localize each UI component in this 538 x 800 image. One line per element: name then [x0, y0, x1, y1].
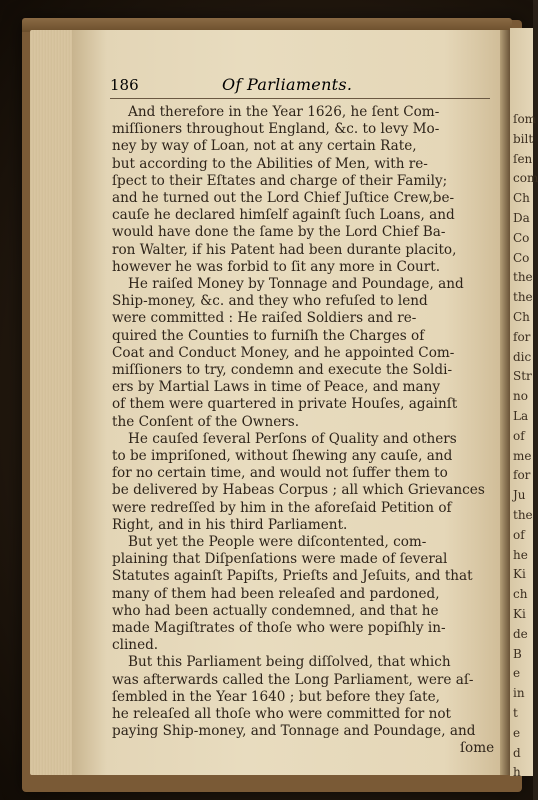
body-line: and he turned out the Lord Chief Juſtice Crew,be-	[112, 190, 455, 206]
facing-page-fragment: t	[513, 706, 518, 720]
body-line: Coat and Conduct Money, and he appointed Com-	[112, 344, 455, 361]
facing-page-fragment: Ch	[513, 191, 530, 206]
body-line: Ship-money, &c. and they who refuſed to lend	[112, 293, 428, 310]
page-edges-stack	[30, 30, 74, 775]
body-line: but according to the Abilities of Men, with re-	[112, 155, 428, 172]
body-line: the Conſent of the Owners.	[112, 413, 300, 430]
facing-page-fragment: no	[513, 389, 528, 404]
body-line: miſſioners to try, condemn and execute the Soldi-	[112, 362, 453, 378]
facing-page-fragment: Ki	[513, 607, 526, 621]
body-line: ers by Martial Laws in time of Peace, and many	[112, 379, 441, 396]
body-line: And therefore in the Year 1626, he ſent Com-	[128, 104, 440, 120]
facing-page-fragment: d	[513, 745, 521, 760]
body-line: however he was forbid to ſit any more in Court.	[112, 258, 441, 275]
body-line: ron Walter, if his Patent had been durante placito,	[112, 241, 457, 258]
body-line: But this Parliament being diſſolved, that which	[128, 654, 451, 671]
facing-page-fragment: of	[513, 527, 525, 542]
facing-page-fragment: B	[513, 646, 522, 661]
facing-page-fragment: in	[513, 686, 525, 701]
body-line: ney by way of Loan, not at any certain Rate,	[112, 138, 417, 155]
body-line: were redreſſed by him in the aforeſaid Petition of	[112, 499, 452, 516]
body-line: ſembled in the Year 1640 ; but before they ſate,	[112, 688, 440, 705]
facing-page-fragment: the	[513, 508, 533, 522]
body-line: was afterwards called the Long Parliament, were aſ-	[112, 671, 474, 688]
body-line: made Magiſtrates of thoſe who were popiſhly in-	[112, 620, 446, 636]
facing-page-fragment: me	[513, 448, 532, 463]
body-line: be delivered by Habeas Corpus ; all which Grievances	[112, 482, 485, 499]
facing-page-fragment: h	[513, 765, 521, 780]
facing-page-fragment: Str	[513, 369, 532, 384]
body-line: But yet the People were diſcontented, com-	[128, 534, 427, 550]
body-line: paying Ship-money, and Tonnage and Poundage, and	[112, 723, 476, 740]
body-line: for no certain time, and would not ſuffer them to	[112, 465, 448, 482]
facing-page-fragment: for	[513, 468, 531, 483]
facing-page-fragment: Ch	[513, 310, 530, 324]
body-line: He raiſed Money by Tonnage and Poundage, and	[128, 276, 464, 292]
body-line: he releaſed all thoſe who were committed for not	[112, 706, 451, 722]
body-line: He cauſed ſeveral Perſons of Quality and others	[128, 430, 457, 447]
facing-page-fragment: bilt	[513, 131, 534, 146]
body-line: plaining that Diſpenſations were made of ſeveral	[112, 551, 448, 568]
facing-page-fragment: the	[513, 270, 533, 285]
body-line: of them were quartered in private Houſes, againſt	[112, 396, 458, 413]
body-line: many of them had been releaſed and pardoned,	[112, 585, 440, 602]
facing-page-fragment: dic	[513, 349, 532, 364]
facing-page-fragment: e	[513, 725, 521, 740]
body-line: ſome	[460, 740, 495, 757]
facing-page-fragment: ſom	[513, 112, 537, 126]
facing-page-fragment: the	[513, 290, 533, 305]
facing-page-fragment: e	[513, 666, 521, 681]
facing-page-fragment: Co	[513, 250, 530, 265]
body-line: clined.	[112, 637, 159, 654]
facing-page-fragment: he	[513, 547, 528, 562]
facing-page-fragment: com	[513, 171, 538, 186]
body-line: Statutes againſt Papiſts, Prieſts and Jeſuits, and that	[112, 568, 473, 585]
running-head: Of Parliaments.	[222, 75, 353, 94]
facing-page-edge	[510, 28, 538, 780]
body-line: cauſe he declared himſelf againſt ſuch Loans, and	[112, 207, 455, 224]
body-line: to be impriſoned, without ſhewing any cauſe, and	[112, 448, 453, 464]
body-line: Right, and in his third Parliament.	[112, 516, 348, 533]
body-line: who had been actually condemned, and that he	[112, 602, 439, 619]
facing-page-fragment: Ju	[513, 488, 526, 503]
facing-page-fragment: ch	[513, 587, 528, 602]
facing-page-fragment: Ki	[513, 567, 526, 582]
facing-page-fragment: La	[513, 409, 529, 423]
facing-page-fragment: de	[513, 626, 528, 641]
body-line: were committed : He raiſed Soldiers and re-	[112, 310, 417, 327]
facing-page-fragment: of	[513, 428, 525, 443]
body-line: miſſioners throughout England, &c. to levy Mo-	[112, 121, 440, 138]
facing-page-fragment: Co	[513, 230, 530, 245]
body-line: would have done the ſame by the Lord Chief Ba-	[112, 224, 446, 241]
body-line: ſpect to their Eſtates and charge of their Family;	[112, 172, 448, 189]
body-line: quired the Counties to furniſh the Charges of	[112, 327, 425, 344]
page-number: 186	[110, 76, 139, 94]
facing-page-fragment: ſen	[513, 151, 533, 166]
facing-page-fragment: Da	[513, 211, 530, 225]
page-header	[110, 76, 490, 99]
facing-page-fragment: for	[513, 329, 531, 344]
